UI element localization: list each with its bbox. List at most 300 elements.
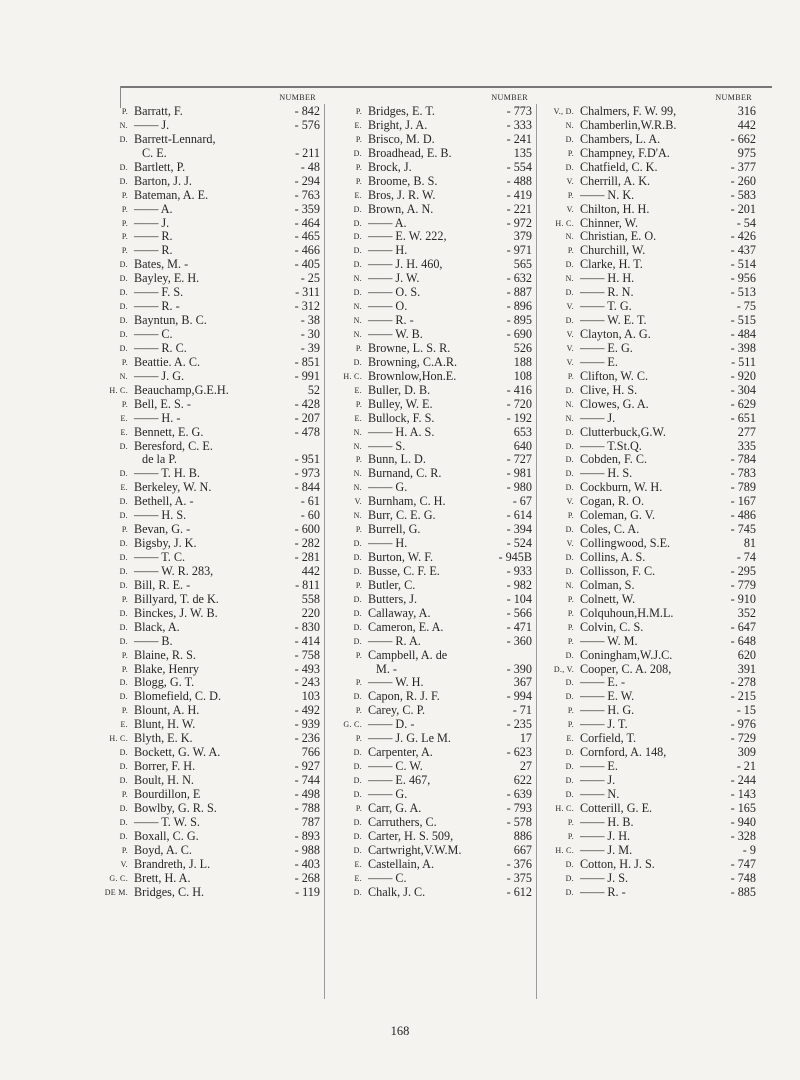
entry-name: —— R.	[134, 229, 173, 244]
entry-name: —— W. R. 283,	[134, 563, 214, 578]
entry-number: - 71	[512, 703, 532, 718]
entry-name: —— H. -	[134, 410, 181, 425]
division-code: P.	[355, 107, 362, 116]
entry-name: Browne, L. S. R.	[368, 340, 451, 355]
entry-number: - 524	[506, 536, 532, 551]
entry-number: - 896	[506, 299, 532, 314]
entry-number: - 763	[294, 187, 320, 202]
index-entry	[92, 105, 324, 119]
division-code: D.	[119, 302, 128, 312]
entry-name: —— C. W.	[368, 759, 423, 774]
index-entry	[538, 258, 760, 272]
index-entry	[92, 453, 324, 467]
entry-name: —— J. M.	[580, 842, 633, 857]
entry-name: —— W. B.	[368, 327, 423, 341]
division-code: E.	[120, 413, 128, 423]
entry-name: —— H.	[368, 536, 408, 551]
entry-name: Beattie. A. C.	[134, 354, 201, 369]
index-entry	[326, 816, 536, 830]
entry-number: 17	[519, 731, 532, 746]
entry-number: - 690	[506, 327, 532, 341]
division-code: D.	[353, 594, 362, 604]
entry-name: Cogan, R. O.	[580, 494, 644, 509]
index-entry	[92, 579, 324, 593]
index-entry	[326, 300, 536, 314]
entry-name: Blaine, R. S.	[134, 647, 196, 662]
division-code: H. C.	[109, 734, 128, 744]
entry-name: Burrell, G.	[368, 522, 421, 537]
entry-number: 352	[737, 605, 756, 620]
division-code: G. C.	[109, 873, 128, 883]
entry-name: Chinner, W.	[580, 215, 639, 230]
index-entry	[326, 593, 536, 607]
division-code: H. C.	[555, 218, 574, 228]
entry-name: —— E. -	[580, 675, 626, 690]
division-code: P.	[355, 706, 362, 716]
entry-name: —— J. G. Le M.	[368, 731, 451, 746]
entry-name: —— O. S.	[368, 285, 421, 300]
division-code: E.	[354, 873, 362, 883]
division-code: V.	[566, 343, 574, 353]
entry-name: —— R. -	[134, 299, 180, 314]
entry-name: Bevan, G. -	[134, 522, 191, 537]
entry-number: - 268	[294, 870, 320, 885]
entry-name: Beresford, C. E.	[134, 438, 213, 453]
entry-name: —— R. -	[580, 884, 626, 899]
entry-name: Callaway, A.	[368, 605, 431, 620]
division-code: D.	[119, 134, 128, 144]
entry-name: Berkeley, W. N.	[134, 480, 212, 495]
entry-number: - 747	[730, 856, 756, 871]
entry-number: - 662	[730, 131, 756, 146]
index-column	[92, 93, 324, 899]
entry-name: —— H. S.	[580, 466, 633, 481]
division-code: P.	[567, 817, 574, 827]
division-code: P.	[121, 706, 128, 716]
index-entry	[326, 676, 536, 690]
entry-name: Busse, C. F. E.	[368, 563, 440, 578]
division-code: D.	[353, 357, 362, 367]
index-entry	[92, 189, 324, 203]
index-entry	[326, 509, 536, 523]
division-code: D.	[565, 427, 574, 437]
index-entry	[92, 440, 324, 454]
index-entry	[92, 203, 324, 217]
entry-name: Chatfield, C. K.	[580, 159, 658, 174]
index-entry	[326, 523, 536, 537]
entry-name: Capon, R. J. F.	[368, 689, 440, 704]
entry-number: - 39	[300, 340, 320, 355]
entry-name: Billyard, T. de K.	[134, 591, 219, 606]
division-code: D.	[353, 748, 362, 758]
entry-name: Blomefield, C. D.	[134, 689, 221, 704]
entry-name: —— N.	[580, 786, 620, 801]
index-entry	[326, 412, 536, 426]
division-code: P.	[121, 107, 128, 116]
entry-name: —— T.St.Q.	[580, 438, 642, 453]
entry-number: - 488	[506, 173, 532, 188]
index-entry	[538, 802, 760, 816]
index-entry	[538, 649, 760, 663]
index-entry	[92, 704, 324, 718]
entry-number: - 623	[506, 745, 532, 760]
index-entry	[92, 872, 324, 886]
entry-name: Barton, J. J.	[134, 173, 192, 188]
index-entry	[538, 844, 760, 858]
division-code: P.	[355, 134, 362, 144]
division-code: D.	[565, 650, 574, 660]
column-divider	[324, 104, 325, 999]
entry-name: Bulley, W. E.	[368, 396, 433, 411]
division-code: D.	[119, 343, 128, 353]
division-code: D.	[119, 176, 128, 186]
index-entry	[326, 147, 536, 161]
division-code: D.	[565, 859, 574, 869]
division-code: D.	[353, 636, 362, 646]
division-code: D.	[119, 817, 128, 827]
entry-name: Bros, J. R. W.	[368, 187, 436, 202]
entry-name: Bartlett, P.	[134, 159, 186, 174]
entry-name: Bennett, E. G.	[134, 424, 204, 439]
index-entry	[326, 802, 536, 816]
entry-number: 653	[513, 424, 532, 439]
entry-number: - 851	[294, 354, 320, 369]
division-code: P.	[355, 803, 362, 813]
entry-name: Cooper, C. A. 208,	[580, 661, 672, 676]
entry-number: - 514	[730, 257, 756, 272]
index-entry	[326, 886, 536, 900]
entry-name: Churchill, W.	[580, 243, 646, 258]
entry-number: - 465	[294, 229, 320, 244]
entry-name: Bridges, C. H.	[134, 884, 205, 899]
entry-list	[538, 105, 760, 899]
entry-number: - 426	[730, 229, 756, 244]
entry-name: Barratt, F.	[134, 104, 183, 118]
division-code: D.	[353, 288, 362, 298]
index-entry	[92, 119, 324, 133]
division-code: P.	[121, 246, 128, 256]
index-entry	[326, 105, 536, 119]
division-code: P.	[355, 678, 362, 688]
entry-number: 667	[513, 842, 532, 857]
entry-name: Buller, D. B.	[368, 382, 431, 397]
index-entry	[538, 105, 760, 119]
entry-name: Browning, C.A.R.	[368, 354, 458, 369]
entry-name: Cornford, A. 148,	[580, 745, 667, 760]
division-code: D.	[565, 385, 574, 395]
entry-name: —— R. C.	[134, 340, 187, 355]
entry-number: 309	[737, 745, 756, 760]
entry-name: Bourdillon, E	[134, 786, 201, 801]
entry-number: - 21	[736, 759, 756, 774]
entry-name: Blogg, G. T.	[134, 675, 195, 690]
division-code: D.	[353, 789, 362, 799]
entry-number: - 920	[730, 368, 756, 383]
entry-name: Clive, H. S.	[580, 382, 638, 397]
entry-name: —— H. S.	[134, 508, 187, 523]
entry-number: - 360	[506, 633, 532, 648]
index-entry	[326, 537, 536, 551]
division-code: P.	[121, 190, 128, 200]
division-code: N.	[353, 483, 362, 493]
index-entry	[92, 426, 324, 440]
index-entry	[92, 161, 324, 175]
entry-number: - 236	[294, 731, 320, 746]
entry-name: —— E.	[580, 759, 618, 774]
entry-number: - 980	[506, 480, 532, 495]
division-code: D.	[119, 288, 128, 298]
division-code: D.	[119, 441, 128, 451]
entry-number: - 612	[506, 884, 532, 899]
entry-name: —— A.	[368, 215, 407, 230]
entry-name: de la P.	[142, 452, 177, 467]
entry-number: - 192	[506, 410, 532, 425]
entry-name: Butters, J.	[368, 591, 418, 606]
entry-number: - 727	[506, 452, 532, 467]
entry-number: - 972	[506, 215, 532, 230]
entry-number: 391	[737, 661, 756, 676]
entry-number: - 927	[294, 759, 320, 774]
division-code: D.	[353, 776, 362, 785]
division-code: N.	[565, 232, 574, 242]
entry-number: - 478	[294, 424, 320, 439]
division-code: D.	[119, 692, 128, 702]
division-code: P.	[355, 650, 362, 660]
index-entry	[326, 467, 536, 481]
division-code: P.	[355, 343, 362, 353]
index-entry	[326, 453, 536, 467]
division-code: D.	[353, 232, 362, 242]
entry-number: - 632	[506, 271, 532, 286]
division-code: P.	[567, 511, 574, 521]
entry-number: - 745	[730, 522, 756, 537]
entry-number: - 471	[506, 619, 532, 634]
entry-number: 335	[737, 438, 756, 453]
division-code: D.	[119, 497, 128, 507]
entry-number: 188	[513, 354, 532, 369]
index-entry	[326, 844, 536, 858]
index-entry	[326, 621, 536, 635]
division-code: D.	[565, 455, 574, 465]
index-entry	[92, 635, 324, 649]
entry-number: 103	[301, 689, 320, 704]
index-entry	[92, 481, 324, 495]
entry-name: Campbell, A. de	[368, 647, 448, 662]
entry-name: Chilton, H. H.	[580, 201, 650, 216]
index-entry	[326, 760, 536, 774]
entry-list	[92, 105, 324, 899]
entry-number: - 973	[294, 466, 320, 481]
index-entry	[92, 523, 324, 537]
index-entry	[326, 872, 536, 886]
entry-name: Chambers, L. A.	[580, 131, 661, 146]
entry-number: - 167	[730, 494, 756, 509]
entry-name: Clutterbuck,G.W.	[580, 424, 666, 439]
entry-name: Clowes, G. A.	[580, 396, 649, 411]
division-code: P.	[121, 357, 128, 367]
division-code: D.	[565, 566, 574, 576]
index-entry	[326, 342, 536, 356]
entry-number: - 976	[730, 717, 756, 732]
division-code: D.	[119, 511, 128, 521]
index-entry	[538, 858, 760, 872]
entry-number: 975	[737, 145, 756, 160]
division-code: P.	[567, 148, 574, 158]
index-entry	[326, 495, 536, 509]
division-code: D.	[565, 441, 574, 451]
index-entry	[538, 676, 760, 690]
entry-number: - 416	[506, 382, 532, 397]
entry-name: Cotton, H. J. S.	[580, 856, 655, 871]
entry-number: - 639	[506, 786, 532, 801]
entry-name: Bates, M. -	[134, 257, 189, 272]
division-code: P.	[121, 232, 128, 242]
entry-name: Brownlow,Hon.E.	[368, 368, 457, 383]
entry-number: - 939	[294, 717, 320, 732]
division-code: N.	[565, 399, 574, 409]
entry-number: 316	[737, 104, 756, 118]
division-code: P.	[567, 190, 574, 200]
entry-name: —— R.	[134, 243, 173, 258]
division-code: N.	[119, 371, 128, 381]
entry-name: Brown, A. N.	[368, 201, 434, 216]
entry-number: - 241	[506, 131, 532, 146]
index-entry	[92, 272, 324, 286]
entry-number: - 377	[730, 159, 756, 174]
entry-name: —— J. W.	[368, 271, 420, 286]
entry-list	[326, 105, 536, 899]
index-entry	[538, 495, 760, 509]
index-entry	[538, 481, 760, 495]
index-entry	[92, 690, 324, 704]
entry-name: Bockett, G. W. A.	[134, 745, 221, 760]
index-entry	[538, 412, 760, 426]
entry-name: —— J.	[134, 117, 170, 132]
entry-name: —— D. -	[368, 717, 415, 732]
entry-number: - 359	[294, 201, 320, 216]
entry-name: Brisco, M. D.	[368, 131, 435, 146]
index-entry	[92, 175, 324, 189]
index-entry	[326, 328, 536, 342]
entry-number: - 30	[300, 327, 320, 341]
index-entry	[538, 872, 760, 886]
entry-name: Cartwright,V.W.M.	[368, 842, 462, 857]
entry-number: - 333	[506, 117, 532, 132]
index-entry	[92, 509, 324, 523]
division-code: N.	[119, 120, 128, 130]
entry-name: Beauchamp,G.E.H.	[134, 382, 229, 397]
division-code: D.	[565, 288, 574, 298]
entry-number: - 811	[295, 577, 320, 592]
division-code: D.	[353, 204, 362, 214]
division-code: P.	[121, 845, 128, 855]
entry-name: Blunt, H. W.	[134, 717, 196, 732]
index-entry	[538, 509, 760, 523]
index-entry	[538, 774, 760, 788]
entry-name: Chalmers, F. W. 99,	[580, 104, 677, 118]
entry-name: —— W. E. T.	[580, 313, 647, 328]
division-code: E.	[354, 190, 362, 200]
entry-number: - 375	[506, 870, 532, 885]
entry-number: - 720	[506, 396, 532, 411]
index-entry	[92, 495, 324, 509]
entry-name: —— G.	[368, 786, 408, 801]
index-entry	[538, 300, 760, 314]
entry-number: - 61	[300, 494, 320, 509]
entry-number: 81	[743, 536, 756, 551]
entry-name: Carruthers, C.	[368, 814, 437, 829]
entry-number: - 414	[294, 633, 320, 648]
entry-number: - 295	[730, 563, 756, 578]
entry-number: - 842	[294, 104, 320, 118]
division-code: D., V.	[553, 664, 574, 674]
entry-number: - 648	[730, 633, 756, 648]
index-entry	[92, 844, 324, 858]
division-code: E.	[120, 483, 128, 493]
entry-number: - 9	[742, 842, 756, 857]
index-entry	[326, 788, 536, 802]
index-entry	[92, 830, 324, 844]
division-code: D.	[565, 789, 574, 799]
index-entry	[538, 663, 760, 677]
index-entry	[326, 356, 536, 370]
entry-name: —— E. W. 222,	[368, 229, 447, 244]
entry-number: - 933	[506, 563, 532, 578]
entry-number: - 437	[730, 243, 756, 258]
index-entry	[326, 635, 536, 649]
index-entry	[92, 133, 324, 147]
entry-name: Collisson, F. C.	[580, 563, 656, 578]
division-code: E.	[566, 734, 574, 744]
index-entry	[326, 440, 536, 454]
index-entry	[538, 370, 760, 384]
entry-name: Boxall, C. G.	[134, 828, 199, 843]
entry-number: - 294	[294, 173, 320, 188]
index-entry	[92, 356, 324, 370]
entry-number: - 38	[300, 313, 320, 328]
entry-name: —— R. -	[368, 313, 414, 328]
index-entry	[538, 314, 760, 328]
index-entry	[92, 676, 324, 690]
division-code: P.	[121, 594, 128, 604]
index-entry	[326, 217, 536, 231]
index-entry	[538, 272, 760, 286]
division-code: DE M.	[104, 887, 128, 897]
index-entry	[326, 272, 536, 286]
division-code: D.	[565, 134, 574, 144]
index-entry	[92, 593, 324, 607]
entry-number: - 515	[730, 313, 756, 328]
index-entry	[538, 760, 760, 774]
entry-name: Bayley, E. H.	[134, 271, 200, 286]
index-entry	[538, 635, 760, 649]
index-entry	[92, 816, 324, 830]
entry-number: 108	[513, 368, 532, 383]
entry-name: Coleman, G. V.	[580, 508, 656, 523]
division-code: H. C.	[555, 845, 574, 855]
entry-number: 442	[301, 563, 320, 578]
division-code: D.	[119, 469, 128, 479]
division-code: E.	[120, 720, 128, 730]
index-entry	[92, 300, 324, 314]
entry-number: - 748	[730, 870, 756, 885]
entry-name: —— H. B.	[580, 814, 634, 829]
entry-number: - 15	[736, 703, 756, 718]
entry-name: —— J. H. 460,	[368, 257, 443, 272]
entry-number: - 956	[730, 271, 756, 286]
entry-name: Coningham,W.J.C.	[580, 647, 673, 662]
index-entry	[326, 119, 536, 133]
